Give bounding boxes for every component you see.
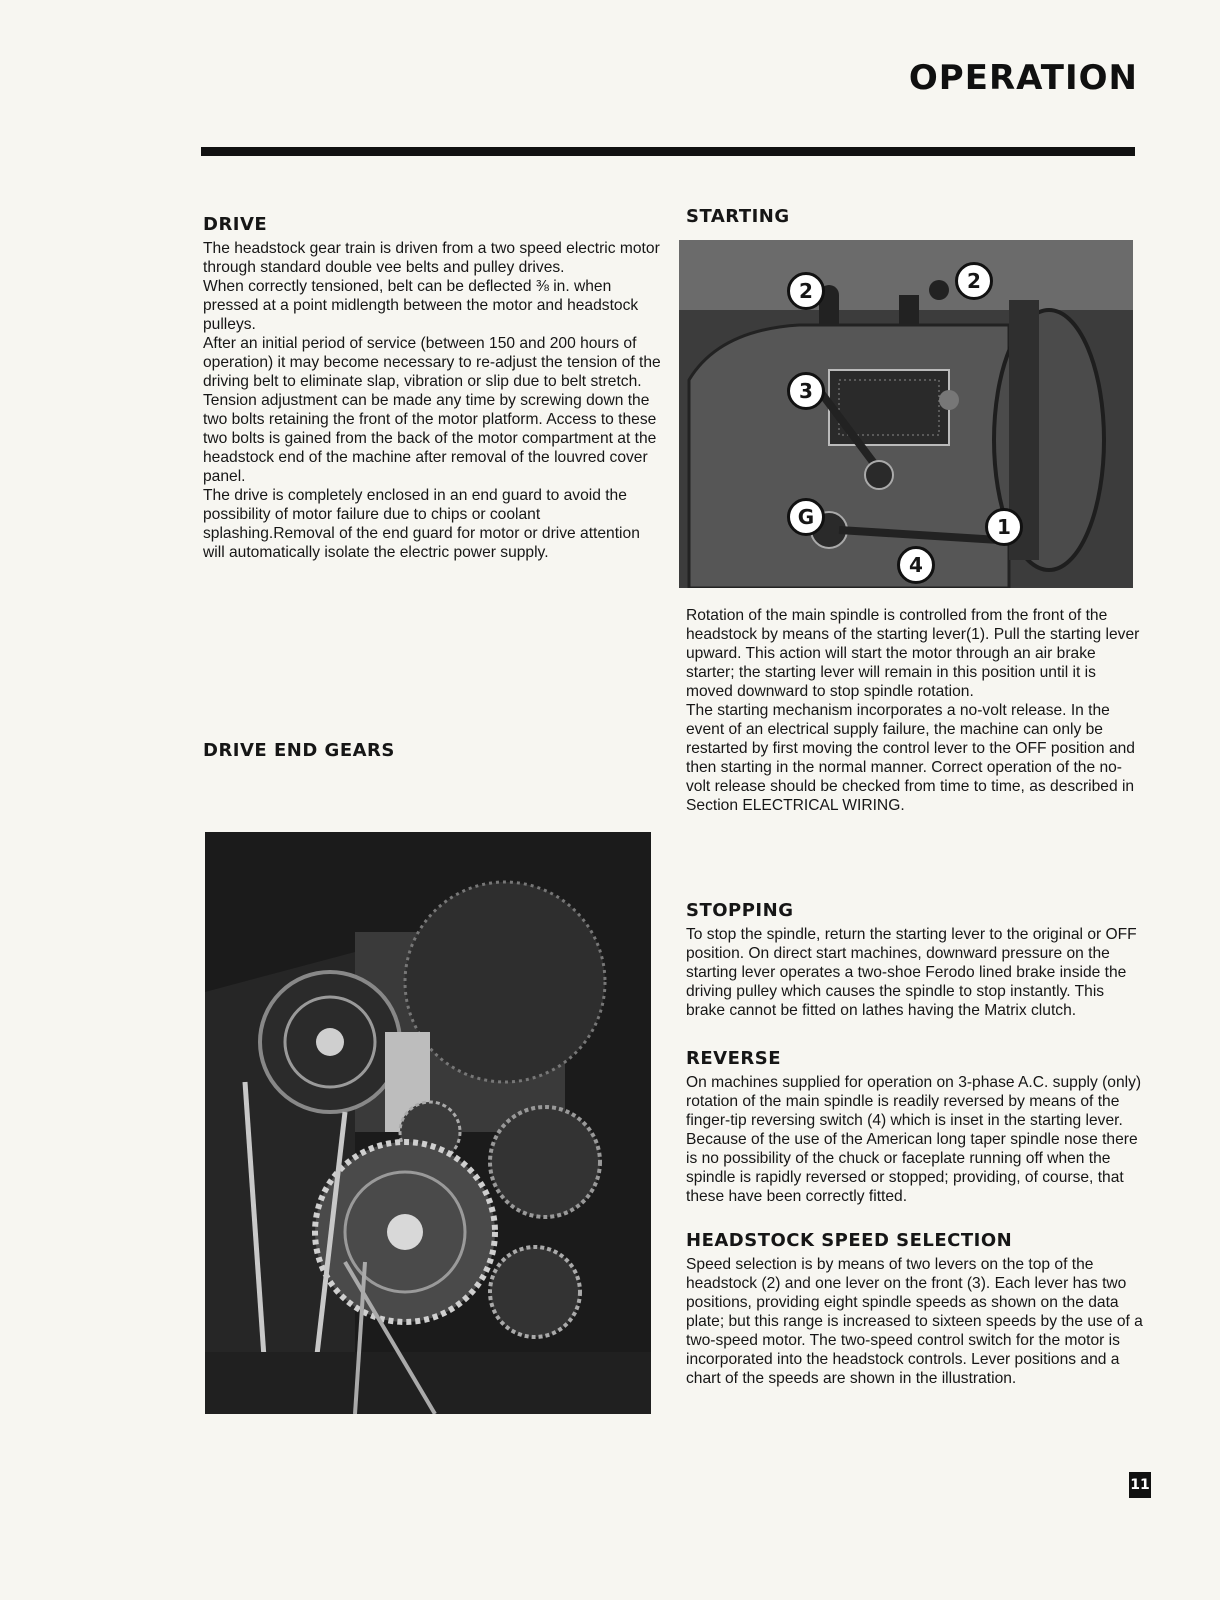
stopping-paragraph: To stop the spindle, return the starting lever to the original or OFF position. On direct start machines, downward pressure on the starting lever operates a two-shoe Ferodo lined brake inside the driving pulley which causes the spindle to stop instantly. This brake cannot be fitted on lathes having the Matrix clutch. [686, 926, 1137, 1019]
reverse-heading: REVERSE [686, 1048, 782, 1069]
gear-train-illustration [205, 832, 651, 1414]
page-number: 11 [1129, 1472, 1151, 1498]
drive-paragraph: When correctly tensioned, belt can be deflected ⅜ in. when pressed at a point midlength between the motor and headstock pulleys. [203, 278, 639, 333]
stopping-heading: STOPPING [686, 900, 794, 921]
drive-end-gears-photo [205, 832, 651, 1414]
left-column [203, 214, 661, 562]
reverse-section [686, 1048, 1146, 1206]
starting-paragraph: The starting mechanism incorporates a no-volt release. In the event of an electrical supply failure, the machine can only be restarted by first moving the control lever to the OFF position and then starting in the normal manner. Correct operation of the no-volt release should be checked from time to time, as described in Section ELECTRICAL WIRING. [686, 702, 1135, 814]
callout-4: 4 [897, 546, 935, 584]
headstock-illustration [679, 240, 1133, 588]
drive-paragraph: After an initial period of service (between 150 and 200 hours of operation) it may become necessary to re-adjust the tension of the driving belt to eliminate slap, vibration or slip due to belt stretch. Tension adjustment can be made any time by screwing down the two bolts retaining the front of the motor platform. Access to these two bolts is gained from the back of the motor compartment at the headstock end of the machine after removal of the louvred cover panel. [203, 335, 661, 485]
page-title: OPERATION [908, 58, 1138, 98]
starting-paragraph: Rotation of the main spindle is controlled from the front of the headstock by means of the starting lever(1). Pull the starting lever upward. This action will start the motor through an air brake starter; the starting lever will remain in this position until it is moved downward to stop spindle rotation. [686, 607, 1140, 700]
stopping-section [686, 900, 1146, 1020]
drive-text [203, 239, 661, 562]
starting-section [686, 206, 1146, 231]
callout-2-left: 2 [787, 272, 825, 310]
drive-paragraph: The drive is completely enclosed in an end guard to avoid the possibility of motor failure due to chips or coolant splashing.Removal of the end guard for motor or drive attention will automatically isolate the electric power supply. [203, 487, 640, 561]
reverse-paragraph: On machines supplied for operation on 3-phase A.C. supply (only) rotation of the main spindle is readily reversed by means of the finger-tip reversing switch (4) which is inset in the starting lever. Because of the use of the American long taper spindle nose there is no possibility of the chuck or faceplate running off when the spindle is rapidly reversed or stopped; providing, of course, that these have been correctly fitted. [686, 1074, 1142, 1205]
callout-g: G [787, 498, 825, 536]
callout-1: 1 [985, 508, 1023, 546]
drive-paragraph: The headstock gear train is driven from a two speed electric motor through standard double vee belts and pulley drives. [203, 240, 660, 276]
headstock-speed-paragraph: Speed selection is by means of two levers on the top of the headstock (2) and one lever on the front (3). Each lever has two positions, providing eight spindle speeds as shown on the data plate; but this range is increased to sixteen speeds by the use of a two-speed motor. The two-speed control switch for the motor is incorporated into the headstock controls. Lever positions and a chart of the speeds are shown in the illustration. [686, 1256, 1143, 1387]
headstock-speed-section [686, 1230, 1146, 1388]
callout-3: 3 [787, 372, 825, 410]
headstock-speed-heading: HEADSTOCK SPEED SELECTION [686, 1230, 1013, 1251]
drive-heading: DRIVE [203, 214, 268, 235]
headstock-controls-photo [679, 240, 1133, 588]
starting-heading: STARTING [686, 206, 790, 227]
drive-end-gears-heading: DRIVE END GEARS [203, 740, 395, 761]
header-rule [201, 147, 1135, 156]
drive-end-gears-section [203, 740, 661, 765]
starting-text [686, 606, 1146, 815]
callout-2-right: 2 [955, 262, 993, 300]
